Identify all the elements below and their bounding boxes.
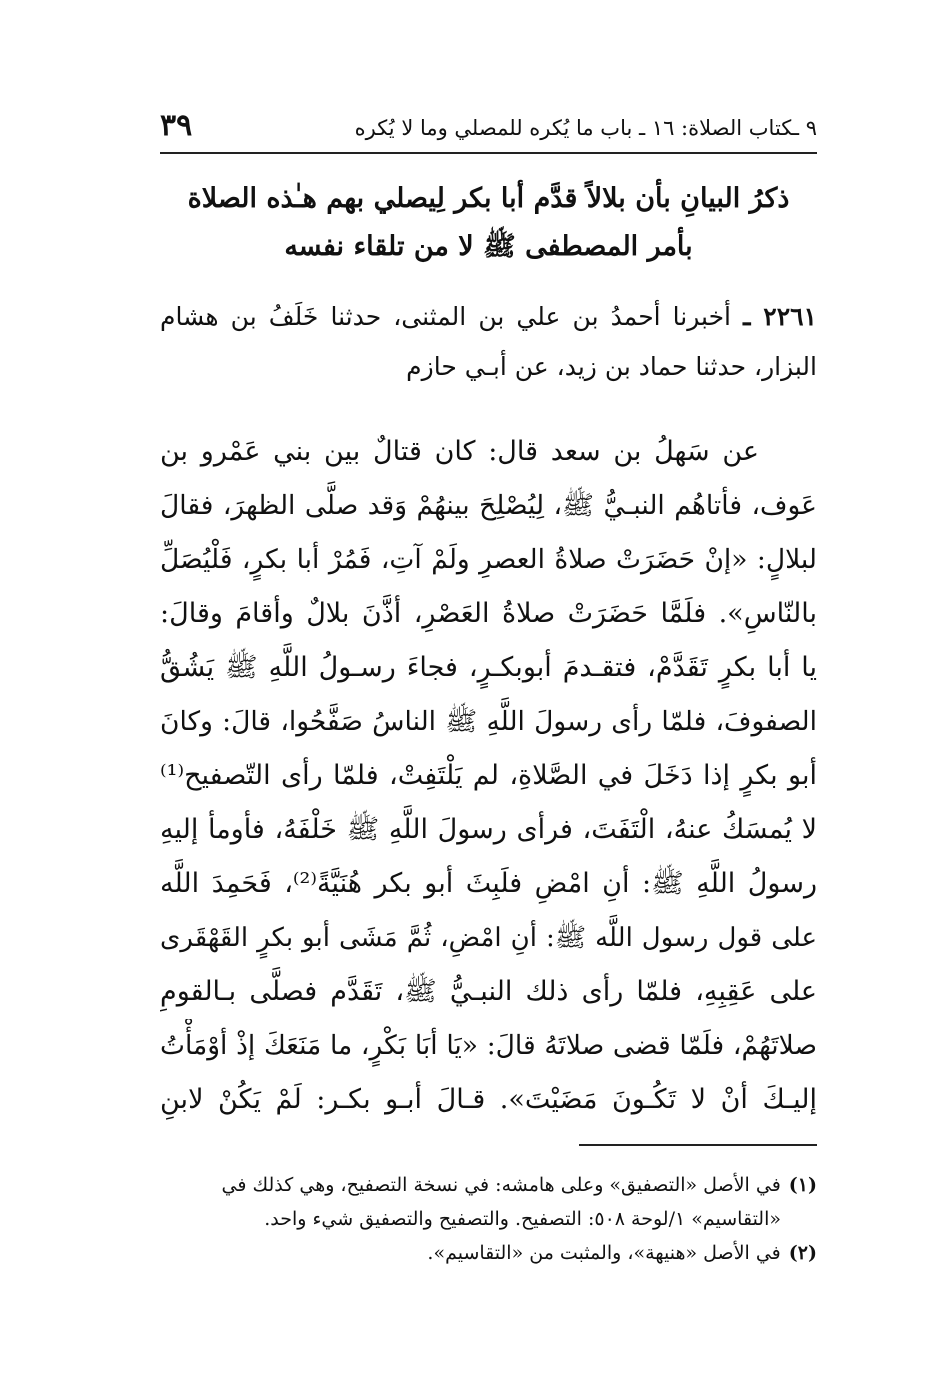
matn-line: رسولُ اللَّهِ ﷺ: أنِ امْضِ فلَبِثَ أبو بكر هُنَيَّةً⁽²⁾، فَحَمِدَ اللَّه bbox=[160, 868, 817, 899]
header-rule bbox=[160, 152, 817, 154]
footnote-2-text: في الأصل «هنيهة»، والمثبت من «التقاسيم». bbox=[427, 1242, 781, 1264]
section-title-line-2: بأمر المصطفى ﷺ لا من تلقاء نفسه bbox=[284, 231, 693, 262]
running-head bbox=[160, 108, 817, 148]
footnote-rule bbox=[579, 1144, 817, 1146]
footnote-1-number: (١) bbox=[788, 1174, 817, 1196]
matn-line: الصفوفَ، فلمّا رأى رسولَ اللَّهِ ﷺ الناسُ صَفَّحُوا، قالَ: وكانَ bbox=[160, 706, 817, 737]
footnote-1-line-2: «التقاسيم» ١/لوحة ٥٠٨: التصفيح. والتصفيح والتصفيق شيء واحد. bbox=[264, 1208, 781, 1230]
matn-line: صلاتَهُمْ، فلَمّا قضى صلاتَهُ قالَ: «يَا أبَا بَكْرٍ، ما مَنَعَكَ إذْ أوْمَأْتُ bbox=[160, 1030, 817, 1061]
matn-line: أبو بكرٍ إذا دَخَلَ في الصَّلاةِ، لم يَلْتَفِتْ، فلمّا رأى التّصفيح⁽¹⁾ bbox=[160, 760, 817, 791]
footnote-1-line-1: في الأصل «التصفيق» وعلى هامشه: في نسخة التصفيح، وهي كذلك في bbox=[221, 1174, 781, 1196]
matn-line: إليـكَ أنْ لا تَكُـونَ مَضَيْتَ». قـالَ أبـو بكـر: لَمْ يَكُنْ لابنِ bbox=[160, 1084, 817, 1115]
matn-line: لا يُمسَكُ عنهُ، الْتَفَتَ، فرأى رسولَ اللَّهِ ﷺ خَلْفَهُ، فأومأ إليهِ bbox=[160, 814, 817, 845]
section-title-line-1: ذكرُ البيانِ بأن بلالاً قدَّم أبا بكر لِيصلي بهم هـٰذه الصلاة bbox=[187, 183, 790, 214]
page-number: ٣٩ bbox=[160, 108, 193, 143]
hadith-number: ٢٢٦١ ـ bbox=[743, 302, 817, 331]
footnotes bbox=[160, 1168, 817, 1270]
matn-line: على عَقِبِهِ، فلمّا رأى ذلك النبـيُّ ﷺ، تَقَدَّم فصلَّى بـالقومِ bbox=[160, 976, 817, 1007]
footnote-2 bbox=[160, 1236, 817, 1270]
isnad-text: أخبرنا أحمدُ بن علي بن المثنى، حدثنا خَلَفُ بن هشام البزار، حدثنا حماد بن زيد، عن أبـي حازم bbox=[160, 302, 817, 381]
matn-line: عن سَهلُ بن سعد قال: كان قتالٌ بين بني عَمْرو بن bbox=[160, 436, 759, 467]
footnote-2-number: (٢) bbox=[788, 1242, 817, 1264]
footnote-1 bbox=[160, 1168, 817, 1202]
chapter-title: ٩ ـكتاب الصلاة: ١٦ ـ باب ما يُكره للمصلي وما لا يُكره bbox=[354, 116, 817, 140]
footnote-1-continued bbox=[160, 1202, 817, 1236]
hadith-isnad bbox=[160, 292, 817, 392]
matn-line: لبلالٍ: «إنْ حَضَرَتْ صلاةُ العصرِ ولَمْ آتِ، فَمُرْ أبا بكرٍ، فَلْيُصَلِّ bbox=[160, 544, 817, 575]
section-title bbox=[160, 175, 817, 271]
hadith-matn bbox=[160, 425, 817, 1127]
matn-line: بالنّاسِ». فلَمَّا حَضَرَتْ صلاةُ العَصْرِ، أذَّنَ بلالٌ وأقامَ وقالَ: bbox=[160, 598, 817, 629]
matn-line: عَوف، فأتاهُم النبـيُّ ﷺ، لِيُصْلِحَ بينهُمْ وَقد صلَّى الظهرَ، فقالَ bbox=[160, 490, 817, 521]
matn-line: يا أبا بكرٍ تَقَدَّمْ، فتقـدمَ أبوبكـرٍ، فجاءَ رسـولُ اللَّهِ ﷺ يَشُقُّ bbox=[160, 652, 817, 683]
matn-line: على قول رسول اللَّه ﷺ: أنِ امْضِ، ثُمَّ مَشَى أبو بكرٍ القَهْقَرى bbox=[160, 923, 817, 953]
